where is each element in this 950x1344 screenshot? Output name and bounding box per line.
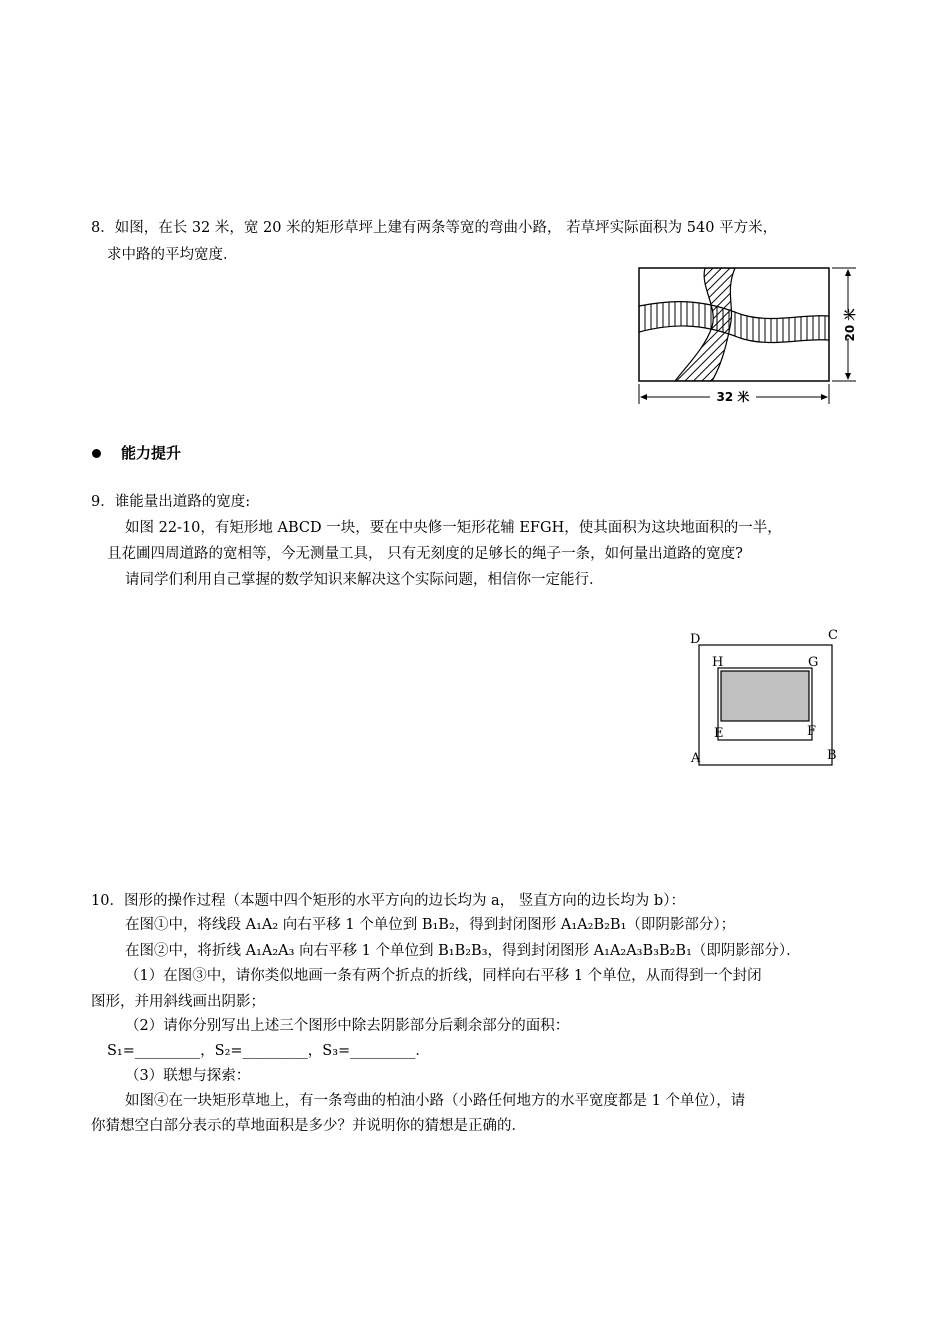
q8-lawn-figure bbox=[630, 262, 870, 410]
q9-garden-figure bbox=[686, 624, 846, 774]
q8-line-2: 求中路的平均宽度． bbox=[107, 247, 238, 263]
q10-line-4: （1）在图③中，请你类似地画一条有两个折点的折线，同样向右平移 1 个单位，从而得到一个封闭 bbox=[125, 968, 762, 984]
label-e: E bbox=[714, 726, 724, 741]
q9-line-3: 请同学们利用自己掌握的数学知识来解决这个实际问题，相信你一定能行． bbox=[125, 572, 604, 588]
q8-line-1: 8．如图，在长 32 米，宽 20 米的矩形草坪上建有两条等宽的弯曲小路， 若草坪实际面积为 540 平方米， bbox=[91, 220, 778, 236]
label-g: G bbox=[808, 655, 819, 670]
width-label: 32 米 bbox=[716, 390, 750, 404]
q9-line-1: 如图 22-10，有矩形地 ABCD 一块，要在中央修一矩形花辅 EFGH，使其面积为这块地面积的一半， bbox=[125, 520, 782, 536]
label-c: C bbox=[828, 628, 838, 643]
q10-line-10: 你猜想空白部分表示的草地面积是多少？并说明你的猜想是正确的． bbox=[91, 1118, 526, 1134]
section-title: 能力提升 bbox=[121, 444, 182, 462]
label-d: D bbox=[690, 632, 701, 647]
q10-line-3: 在图②中，将折线 A₁A₂A₃ 向右平移 1 个单位到 B₁B₂B₃，得到封闭图形 A₁A₂A₃B₃B₂B₁（即阴影部分）． bbox=[125, 943, 801, 959]
q10-line-8: （3）联想与探索： bbox=[125, 1068, 251, 1084]
q9-title: 9．谁能量出道路的宽度: bbox=[91, 494, 251, 510]
label-h: H bbox=[712, 655, 724, 670]
q10-line-5: 图形，并用斜线画出阴影； bbox=[91, 994, 265, 1010]
q10-line-7: S₁=_________，S₂=_________，S₃=_________． bbox=[107, 1043, 430, 1059]
section-heading bbox=[92, 443, 181, 464]
flower-bed bbox=[721, 671, 809, 721]
bullet-icon bbox=[92, 449, 101, 458]
q10-line-9: 如图④在一块矩形草地上，有一条弯曲的柏油小路（小路任何地方的水平宽度都是 1 个单位），请 bbox=[125, 1093, 746, 1109]
label-b: B bbox=[827, 748, 837, 763]
label-a: A bbox=[691, 751, 701, 766]
q10-line-2: 在图①中，将线段 A₁A₂ 向右平移 1 个单位到 B₁B₂，得到封闭图形 A₁A₂B₂B₁（即阴影部分）； bbox=[125, 917, 736, 933]
q10-line-6: （2）请你分别写出上述三个图形中除去阴影部分后剩余部分的面积： bbox=[125, 1018, 570, 1034]
q9-line-2: 且花圃四周道路的宽相等，今无测量工具， 只有无刻度的足够长的绳子一条，如何量出道路的宽度? bbox=[107, 546, 743, 562]
q10-line-1: 10．图形的操作过程（本题中四个矩形的水平方向的边长均为 a， 竖直方向的边长均为 b）： bbox=[91, 893, 685, 909]
label-f: F bbox=[807, 724, 817, 739]
height-label: 20 米 bbox=[843, 308, 857, 342]
